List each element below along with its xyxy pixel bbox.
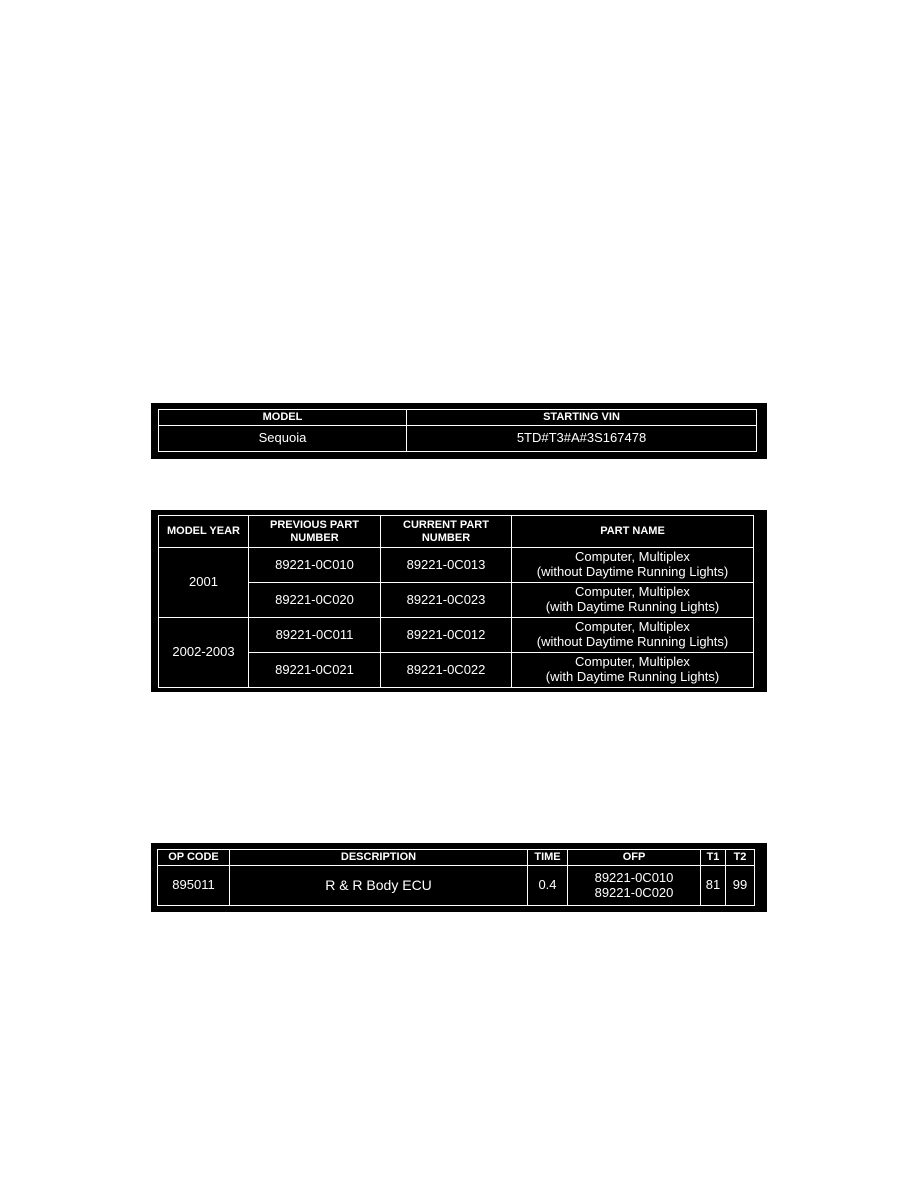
- previous-part-number-cell: 89221-0C011: [249, 618, 381, 653]
- current-part-number-cell: 89221-0C013: [381, 548, 512, 583]
- warranty-header-op-code: OP CODE: [158, 850, 230, 866]
- ofp-cell: [568, 866, 701, 906]
- ofp-part-number: 89221-0C010: [594, 869, 674, 885]
- previous-part-number-cell: 89221-0C020: [249, 583, 381, 618]
- parts-table: [158, 515, 754, 688]
- warranty-header-description: DESCRIPTION: [230, 850, 528, 866]
- vin-table-panel: [151, 403, 767, 459]
- table-row: [159, 583, 754, 618]
- vin-table: [158, 409, 757, 452]
- current-part-number-cell: 89221-0C022: [381, 653, 512, 688]
- warranty-header-time: TIME: [528, 850, 568, 866]
- t1-cell: 81: [701, 866, 726, 906]
- part-name-qualifier: (with Daytime Running Lights): [545, 669, 720, 684]
- part-name-line: Computer, Multiplex: [575, 584, 690, 600]
- current-part-number-cell: 89221-0C012: [381, 618, 512, 653]
- vin-cell-model: Sequoia: [159, 426, 407, 452]
- previous-part-number-cell: 89221-0C010: [249, 548, 381, 583]
- part-name-cell: [512, 618, 754, 653]
- part-name-line: Computer, Multiplex: [575, 619, 690, 635]
- current-part-number-cell: 89221-0C023: [381, 583, 512, 618]
- warranty-table: [157, 849, 755, 906]
- time-cell: 0.4: [528, 866, 568, 906]
- parts-header-previous-part-number: PREVIOUS PART NUMBER: [249, 516, 381, 548]
- model-year-cell: 2002-2003: [159, 618, 249, 688]
- warranty-table-panel: [151, 843, 767, 912]
- vin-header-model: MODEL: [159, 410, 407, 426]
- part-name-qualifier: (without Daytime Running Lights): [536, 564, 729, 579]
- ofp-part-number: 89221-0C020: [594, 884, 674, 900]
- part-name-line: Computer, Multiplex: [575, 549, 690, 565]
- warranty-header-t1: T1: [701, 850, 726, 866]
- part-name-cell: [512, 653, 754, 688]
- vin-header-starting-vin: STARTING VIN: [407, 410, 757, 426]
- vin-cell-starting-vin: 5TD#T3#A#3S167478: [407, 426, 757, 452]
- part-name-cell: [512, 548, 754, 583]
- part-name-qualifier: (without Daytime Running Lights): [536, 634, 729, 649]
- description-cell: R & R Body ECU: [230, 866, 528, 906]
- table-row: [159, 653, 754, 688]
- table-row: [159, 548, 754, 583]
- table-row: [158, 866, 755, 906]
- table-row: [159, 618, 754, 653]
- part-name-qualifier: (with Daytime Running Lights): [545, 599, 720, 614]
- parts-table-panel: [151, 510, 767, 692]
- parts-header-current-part-number: CURRENT PART NUMBER: [381, 516, 512, 548]
- part-name-cell: [512, 583, 754, 618]
- previous-part-number-cell: 89221-0C021: [249, 653, 381, 688]
- op-code-cell: 895011: [158, 866, 230, 906]
- warranty-header-t2: T2: [726, 850, 755, 866]
- t2-cell: 99: [726, 866, 755, 906]
- parts-header-model-year: MODEL YEAR: [159, 516, 249, 548]
- model-year-cell: 2001: [159, 548, 249, 618]
- parts-header-part-name: PART NAME: [512, 516, 754, 548]
- warranty-header-ofp: OFP: [568, 850, 701, 866]
- part-name-line: Computer, Multiplex: [575, 654, 690, 670]
